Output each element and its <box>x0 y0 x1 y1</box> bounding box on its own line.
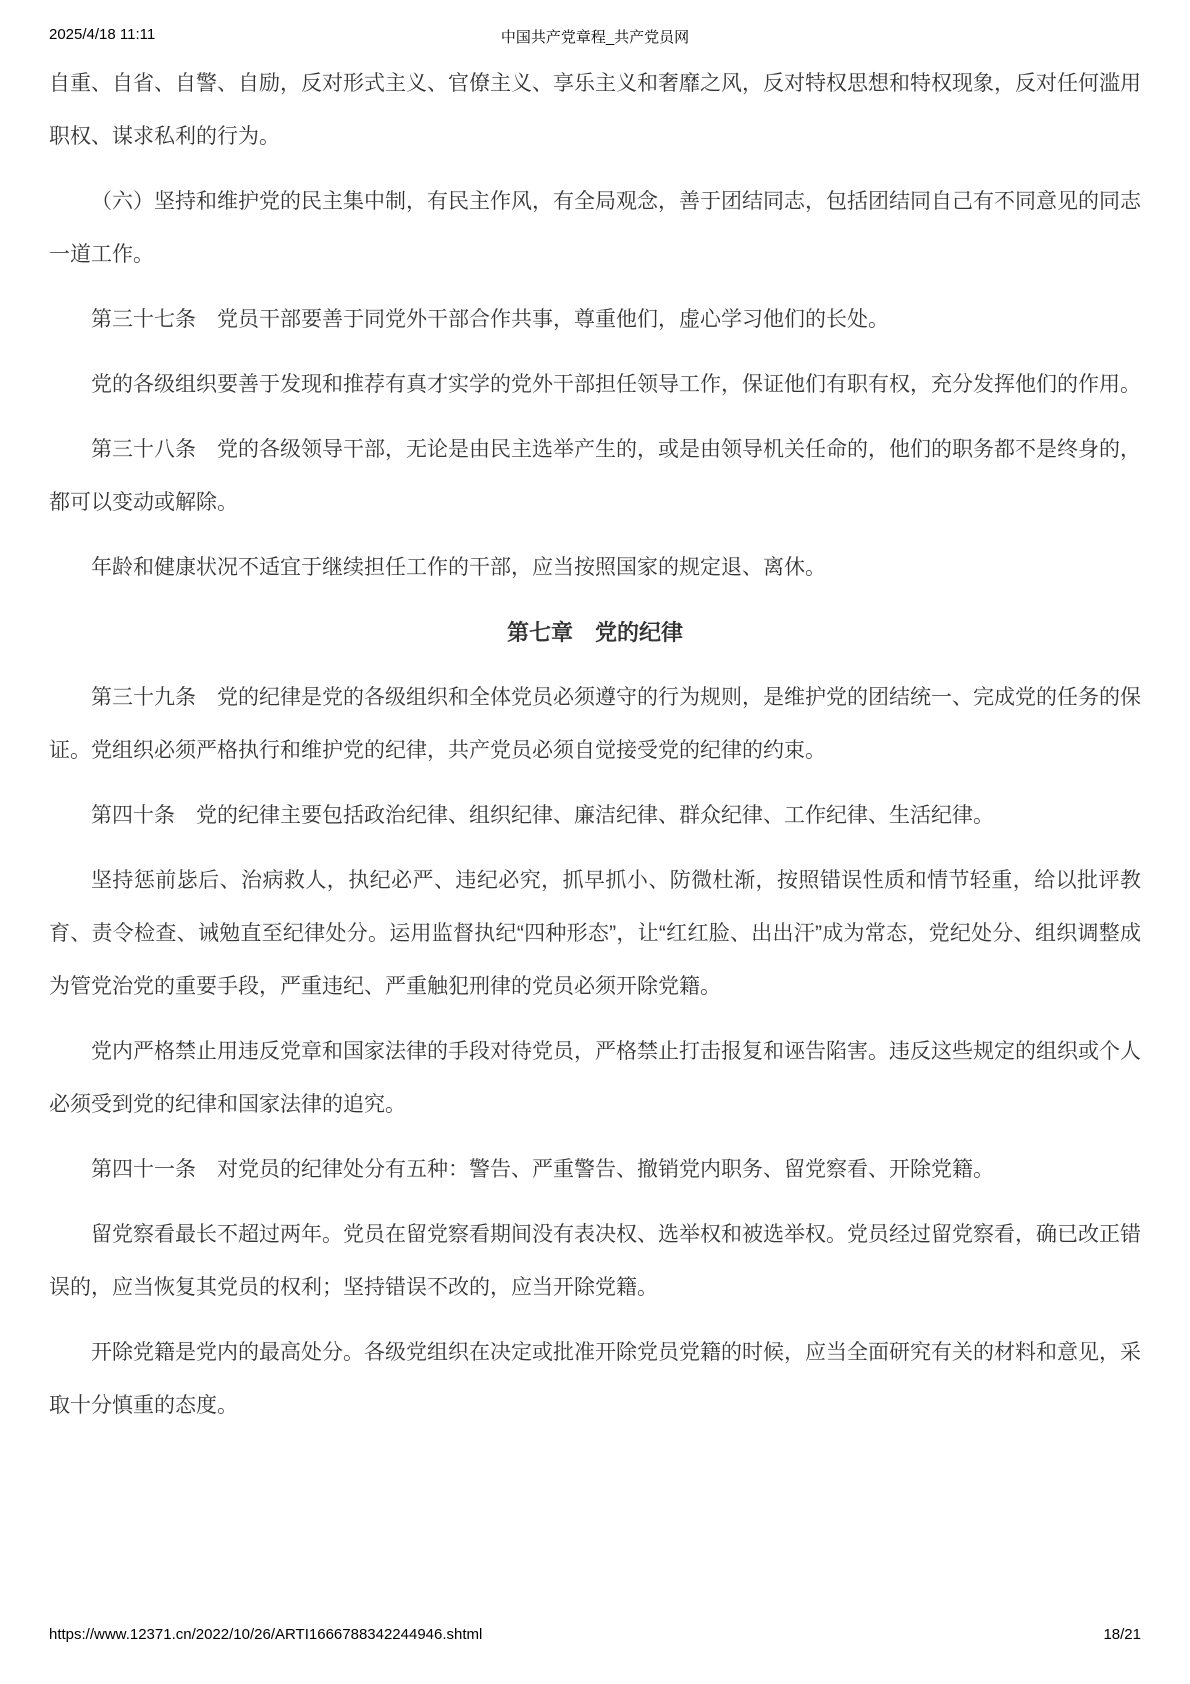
document-body <box>49 57 1141 1444</box>
page-number: 18/21 <box>1103 1626 1141 1643</box>
paragraph: 自重、自省、自警、自励，反对形式主义、官僚主义、享乐主义和奢靡之风，反对特权思想和特权现象，反对任何滥用职权、谋求私利的行为。 <box>49 72 1141 148</box>
paragraph-article-41: 第四十一条 对党员的纪律处分有五种：警告、严重警告、撤销党内职务、留党察看、开除党籍。 <box>91 1158 994 1181</box>
paragraph-article-37: 第三十七条 党员干部要善于同党外干部合作共事，尊重他们，虚心学习他们的长处。 <box>91 308 889 331</box>
paragraph-article-39: 第三十九条 党的纪律是党的各级组织和全体党员必须遵守的行为规则，是维护党的团结统一、完成党的任务的保证。党组织必须严格执行和维护党的纪律，共产党员必须自觉接受党的纪律的约束。 <box>49 686 1141 762</box>
paragraph: 开除党籍是党内的最高处分。各级党组织在决定或批准开除党员党籍的时候，应当全面研究有关的材料和意见，采取十分慎重的态度。 <box>49 1341 1141 1417</box>
paragraph: 年龄和健康状况不适宜于继续担任工作的干部，应当按照国家的规定退、离休。 <box>91 556 826 579</box>
print-header <box>49 26 1141 46</box>
paragraph: 党的各级组织要善于发现和推荐有真才实学的党外干部担任领导工作，保证他们有职有权，充分发挥他们的作用。 <box>91 373 1141 396</box>
source-url: https://www.12371.cn/2022/10/26/ARTI1666788342244946.shtml <box>49 1626 483 1643</box>
print-footer <box>49 1626 1141 1646</box>
paragraph: 党内严格禁止用违反党章和国家法律的手段对待党员，严格禁止打击报复和诬告陷害。违反这些规定的组织或个人必须受到党的纪律和国家法律的追究。 <box>49 1040 1141 1116</box>
chapter-heading: 第七章 党的纪律 <box>506 620 683 645</box>
print-datetime: 2025/4/18 11:11 <box>49 26 156 43</box>
paragraph-article-40: 第四十条 党的纪律主要包括政治纪律、组织纪律、廉洁纪律、群众纪律、工作纪律、生活纪律。 <box>91 804 994 827</box>
paragraph: 坚持惩前毖后、治病救人，执纪必严、违纪必究，抓早抓小、防微杜渐，按照错误性质和情节轻重，给以批评教育、责令检查、诫勉直至纪律处分。运用监督执纪“四种形态”，让“红红脸、出出汗”成为常态，党纪处分、组织调整成为管党治党的重要手段，严重违纪、严重触犯刑律的党员必须开除党籍。 <box>49 869 1141 998</box>
document-title: 中国共产党章程_共产党员网 <box>500 29 690 46</box>
paragraph: （六）坚持和维护党的民主集中制，有民主作风，有全局观念，善于团结同志，包括团结同自己有不同意见的同志一道工作。 <box>49 190 1141 266</box>
paragraph-article-38: 第三十八条 党的各级领导干部，无论是由民主选举产生的，或是由领导机关任命的，他们的职务都不是终身的，都可以变动或解除。 <box>49 438 1141 514</box>
paragraph: 留党察看最长不超过两年。党员在留党察看期间没有表决权、选举权和被选举权。党员经过留党察看，确已改正错误的，应当恢复其党员的权利；坚持错误不改的，应当开除党籍。 <box>49 1223 1141 1299</box>
